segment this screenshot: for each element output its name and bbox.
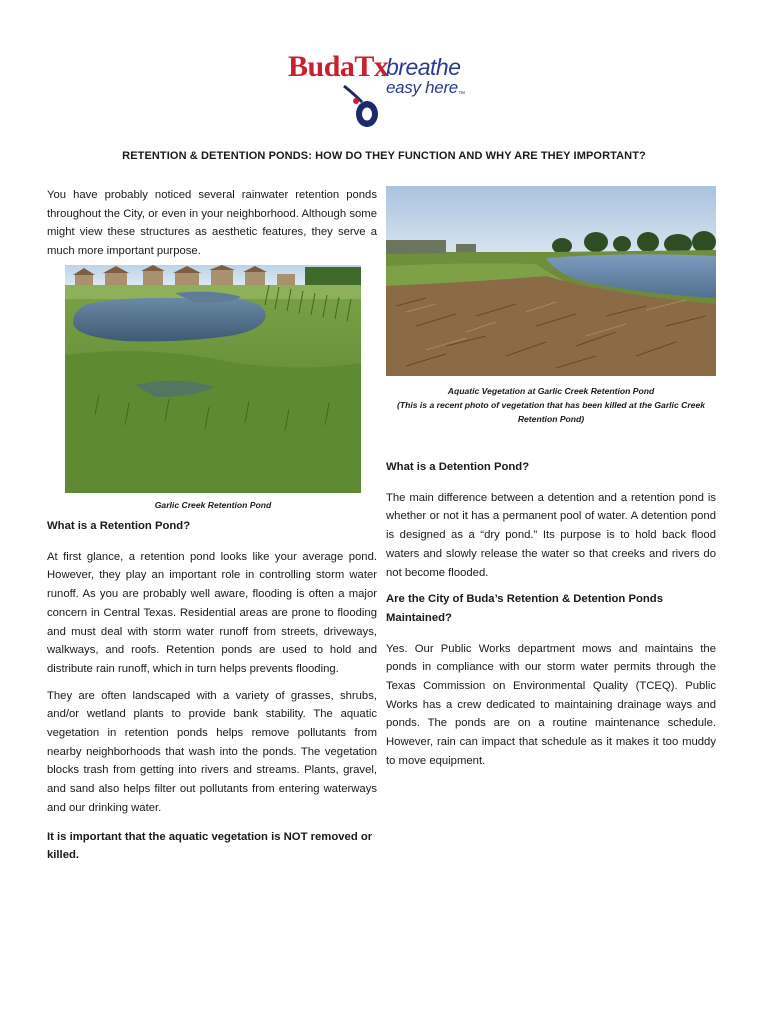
- retention-paragraph-2: They are often landscaped with a variety of grasses, shrubs, and/or wetland plants to provide bank stability. The aquatic vegetation in retention ponds helps remove pollutants from nearby neighborhoods that wash into the ponds. The vegetation blocks trash from getting into rivers and streams. Plants, gravel, and sand also helps filter out pollutants from entering waterways and our drinking water.: [47, 689, 377, 814]
- detention-paragraph: The main difference between a detention and a retention pond is whether or not it has a permanent pool of water. A detention pond is designed as a “dry pond.” Its purpose is to hold back flood waters and slowly release the water so that creeks and rivers do not become flooded.: [386, 491, 716, 579]
- garlic-creek-retention-pond-photo: [65, 265, 361, 493]
- logo-tagline-2: easy here™: [386, 78, 465, 98]
- right-photo-caption-note: (This is a recent photo of vegetation that has been killed at the Garlic Creek Retention Pond): [396, 400, 705, 424]
- important-note: It is important that the aquatic vegetation is NOT removed or killed.: [47, 830, 373, 862]
- page-title: RETENTION & DETENTION PONDS: HOW DO THEY FUNCTION AND WHY ARE THEY IMPORTANT?: [122, 150, 646, 162]
- right-column: [386, 458, 716, 779]
- detention-heading: What is a Detention Pond?: [386, 461, 530, 473]
- aquatic-vegetation-photo: [386, 186, 716, 376]
- intro-paragraph: You have probably noticed several rainwater retention ponds throughout the City, or even in your neighborhood. Although some might view these structures as aesthetic features, they serve a much more important purpose.: [47, 189, 377, 258]
- tire-swing-icon: [340, 84, 384, 130]
- right-photo-caption: [386, 384, 716, 426]
- left-column-lower: [47, 517, 377, 873]
- retention-paragraph-1: At first glance, a retention pond looks like your average pond. However, they play an important role in controlling storm water runoff. As you are probably well aware, flooding is often a major concern in Central Texas. Residential areas are prone to flooding and must deal with storm water runoff from streets, driveways, walkways, and roofs. Retention ponds are used to hold and distribute rain runoff, which in turn helps prevents flooding.: [47, 550, 377, 675]
- retention-heading: What is a Retention Pond?: [47, 520, 191, 532]
- maintained-heading: Are the City of Buda’s Retention & Detention Ponds Maintained?: [386, 593, 663, 624]
- left-photo-caption: Garlic Creek Retention Pond: [154, 500, 272, 510]
- maintained-paragraph: Yes. Our Public Works department mows and maintains the ponds in compliance with our storm water permits through the Texas Commission on Environmental Quality (TCEQ). Public Works has a crew dedicated to maintaining drainage ways and ponds. The ponds are on a routine maintenance schedule. However, rain can impact that schedule as it makes it too muddy to move equipment.: [386, 642, 716, 767]
- right-photo-caption-title: Aquatic Vegetation at Garlic Creek Retention Pond: [447, 386, 655, 396]
- left-column: [47, 186, 377, 269]
- logo-brand: BudaTx: [288, 50, 389, 83]
- budatx-logo: [288, 48, 488, 132]
- logo-tagline-1: breathe: [386, 54, 461, 80]
